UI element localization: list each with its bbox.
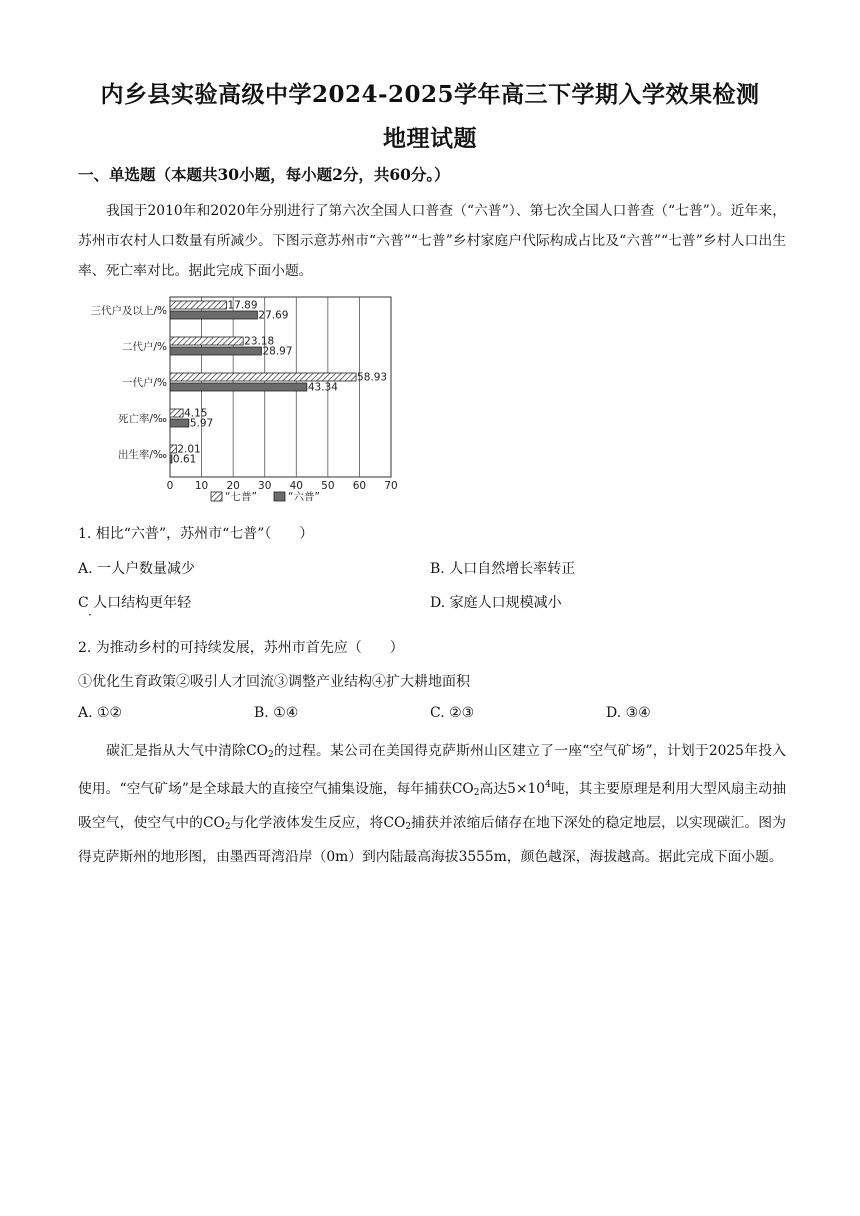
- data-label-liupu: 27.69: [258, 309, 289, 322]
- bar-qipu: [170, 373, 356, 381]
- legend-label-qipu: “七普”: [225, 491, 257, 503]
- bar-qipu: [170, 301, 226, 309]
- x-tick-label: 60: [352, 480, 367, 492]
- data-label-qipu: 23.18: [244, 335, 275, 348]
- category-label: 死亡率/‰: [117, 413, 167, 425]
- section-heading: 一、单选题（本题共30小题，每小题2分，共60分。）: [78, 165, 450, 184]
- passage-1: 我国于2010年和2020年分别进行了第六次全国人口普查（“六普”）、第七次全国人口普查（“七普”）。近年来，苏州市农村人口数量有所减少。下图示意苏州市“六普”“七普”乡村家庭户代际构成占比及“六普”“七普”乡村人口出生率、死亡率对比。据此完成下面小题。: [78, 203, 786, 279]
- bar-liupu: [170, 455, 172, 463]
- data-label-liupu: 43.34: [307, 381, 338, 394]
- bar-liupu: [170, 347, 261, 355]
- x-tick-label: 30: [258, 480, 272, 492]
- q2-option-d[interactable]: D. ③④: [606, 705, 651, 721]
- x-tick-label: 50: [321, 480, 335, 492]
- bar-liupu: [170, 419, 189, 427]
- data-label-liupu: 0.61: [172, 453, 197, 466]
- q1-option-a[interactable]: A. 一人户数量减少: [78, 561, 196, 577]
- population-bar-chart: [76, 293, 416, 508]
- data-label-liupu: 28.97: [262, 345, 293, 358]
- category-label: 三代户及以上/%: [90, 305, 167, 317]
- question-2-items: ①优化生育政策②吸引人才回流③调整产业结构④扩大耕地面积: [78, 674, 470, 690]
- x-tick-label: 0: [166, 480, 174, 492]
- q1-option-b[interactable]: B. 人口自然增长率转正: [430, 561, 576, 577]
- q1-option-c[interactable]: C 人口结构更年轻: [78, 595, 192, 611]
- exam-subject-title: 地理试题: [383, 125, 477, 152]
- x-tick-label: 20: [226, 480, 240, 492]
- q1-option-d[interactable]: D. 家庭人口规模减小: [430, 595, 562, 611]
- data-label-qipu: 58.93: [357, 371, 388, 384]
- question-1-stem: 1. 相比“六普”，苏州市“七普”（ ）: [78, 526, 314, 542]
- data-label-liupu: 5.97: [189, 417, 214, 430]
- q2-option-b[interactable]: B. ①④: [254, 705, 299, 721]
- bar-liupu: [170, 383, 307, 391]
- legend-label-liupu: “六普”: [288, 491, 320, 503]
- bar-qipu: [170, 337, 243, 345]
- data-label-qipu: 2.01: [177, 443, 201, 456]
- x-tick-label: 40: [289, 480, 303, 492]
- category-label: 一代户/%: [121, 377, 167, 389]
- question-2-stem: 2. 为推动乡村的可持续发展，苏州市首先应（ ）: [78, 640, 404, 656]
- bar-qipu: [170, 445, 176, 453]
- category-label: 出生率/‰: [117, 449, 167, 461]
- passage-2: 碳汇是指从大气中清除$CO_2$的过程。某公司在美国得克萨斯州山区建立了一座“空气矿场”，计划于2025年投入使用。“空气矿场”是全球最大的直接空气捕集设施，每年捕获$CO_2$高达$5\times 10^4$吨，其主要原理是利用大型风扇主动抽吸空气，使空气中的$CO_2$与化学液体发生反应，将$CO_2$捕获并浓缩后储存在地下深处的稳定地层，以实现碳汇。图为得克萨斯州的地形图，由墨西哥湾沿岸（0m）到内陆最高海拔3555m，颜色越深，海拔越高。据此完成下面小题。: [78, 743, 787, 865]
- bar-qipu: [170, 409, 183, 417]
- legend-swatch-liupu: [274, 492, 285, 501]
- q2-option-a[interactable]: A. ①②: [78, 705, 123, 721]
- q1-c-dot: ·: [88, 608, 92, 622]
- data-label-qipu: 4.15: [184, 407, 208, 420]
- x-tick-label: 10: [194, 480, 209, 492]
- exam-title: 内乡县实验高级中学2024-2025学年高三下学期入学效果检测: [100, 81, 760, 108]
- category-label: 二代户/%: [121, 341, 167, 353]
- q2-option-c[interactable]: C. ②③: [430, 705, 475, 721]
- data-label-qipu: 17.89: [227, 299, 258, 312]
- legend-swatch-qipu: [211, 492, 222, 501]
- x-tick-label: 70: [384, 480, 398, 492]
- bar-liupu: [170, 311, 257, 319]
